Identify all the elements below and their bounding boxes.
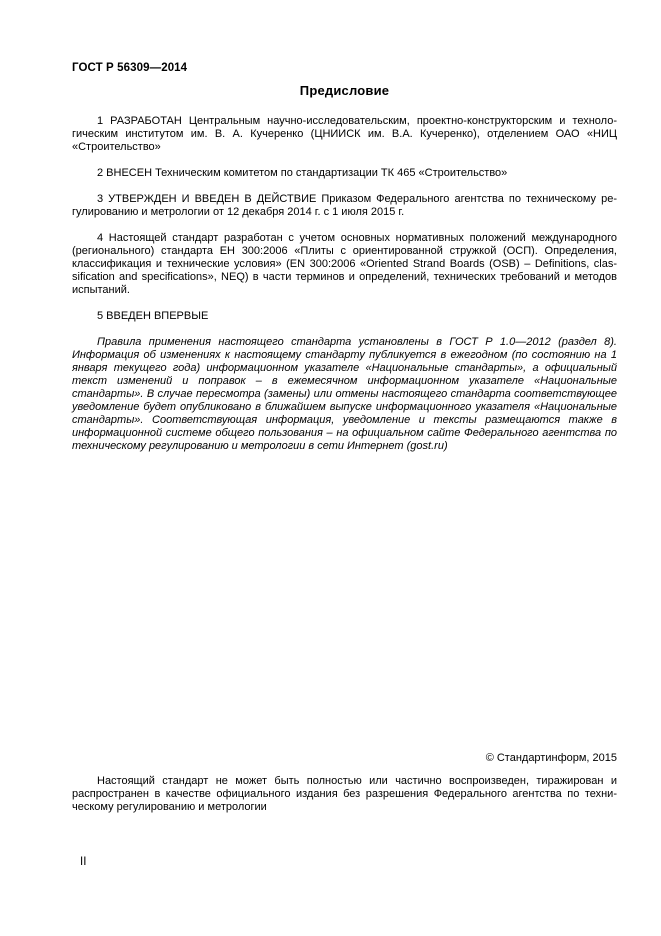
foreword-body	[72, 98, 617, 453]
reproduction-restriction: Настоящий стандарт не может быть полностью или частично воспроизведен, тиражирован и распространен в качестве официального издания без разрешения Федерального агентства по техническому регулированию и метрологии	[72, 775, 617, 813]
clause-2-submitted-by: 2 ВНЕСЕН Техническим комитетом по стандартизации ТК 465 «Строительство»	[97, 167, 508, 179]
page-footer	[72, 752, 617, 869]
copyright-notice: © Стандартинформ, 2015	[485, 752, 617, 764]
clause-4-basis-standard: 4 Настоящей стандарт разработан с учетом основных нормативных положений международного (регионального) стандарта ЕН 300:2006 «Плиты с ориентированной стружкой (ОСП). Определения, классификация и технические условия» (EN 300:2006 «Oriented Strand Boards (OSB) – Definitions, classification and specifications», NEQ) в части терминов и определений, технических требований и методов испытаний.	[72, 232, 617, 296]
clause-1-developed-by: 1 РАЗРАБОТАН Центральным научно-исследовательским, проектно-конструкторским и технологическим институтом им. В. А. Кучеренко (ЦНИИСК им. В.А. Кучеренко), отделением ОАО «НИЦ «Строительство»	[72, 115, 617, 153]
page-title: Предисловие	[299, 83, 390, 98]
page-header	[72, 62, 617, 98]
page-number: II	[80, 856, 87, 868]
clause-5-first-edition: 5 ВВЕДЕН ВПЕРВЫЕ	[97, 310, 209, 322]
document-code: ГОСТ Р 56309—2014	[72, 62, 188, 74]
clause-3-approved: 3 УТВЕРЖДЕН И ВВЕДЕН В ДЕЙСТВИЕ Приказом Федерального агентства по техническому регулированию и метрологии от 12 декабря 2014 г. с 1 июля 2015 г.	[72, 193, 617, 218]
application-rules-note: Правила применения настоящего стандарта установлены в ГОСТ Р 1.0—2012 (раздел 8). Информация об изменениях к настоящему стандарту публикуется в ежегодном (по состоянию на 1 января текущего года) информационном указателе «Национальные стандарты», а официальный текст изменений и поправок – в ежемесячном информационном указателе «Национальные стандарты». В случае пересмотра (замены) или отмены настоящего стандарта соответствующее уведомление будет опубликовано в ближайшем выпуске информационного указателя «Национальные стандарты». Соответствующая информация, уведомление и тексты размещаются также в информационной системе общего пользования – на официальном сайте Федерального агентства по техническому регулированию и метрологии в сети Интернет (gost.ru)	[72, 336, 617, 452]
